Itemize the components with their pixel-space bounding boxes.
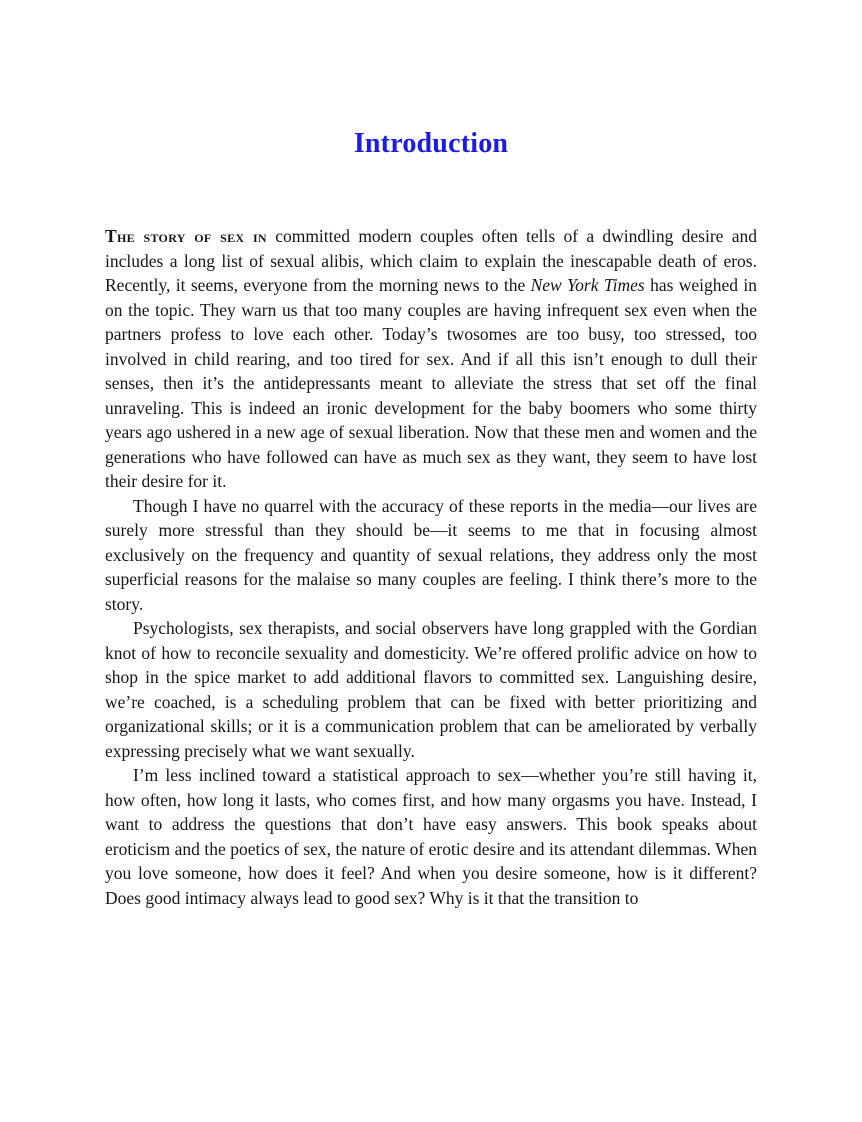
paragraph-3: Psychologists, sex therapists, and social observers have long grappled with the Gordian knot of how to reconcile sexuality and domesticity. We’re offered prolific advice on how to shop in the spice market to add additional flavors to committed sex. Languishing desire, we’re coached, is a scheduling problem that can be fixed with better prioritizing and organizational skills; or it is a communication problem that can be ameliorated by verbally expressing precisely what we want sexually. [105, 618, 757, 761]
chapter-title: Introduction [353, 128, 509, 159]
paragraph-1-text: committed modern couples often tells of a dwindling desire and includes a long list of sexual alibis, which claim to explain the inescapable death of eros. Recently, it seems, everyone from the morning news to the [105, 226, 757, 295]
lead-in-small-caps: The story of sex in [105, 226, 267, 246]
paragraph-4: I’m less inclined toward a statistical approach to sex—whether you’re still having it, how often, how long it lasts, who comes first, and how many orgasms you have. Instead, I want to address the questions that don’t have easy answers. This book speaks about eroticism and the poetics of sex, the nature of erotic desire and its attendant dilemmas. When you love someone, how does it feel? And when you desire someone, how is it different? Does good intimacy always lead to good sex? Why is it that the transition to [105, 765, 757, 908]
body-text [105, 224, 757, 910]
paragraph-1 [105, 224, 757, 494]
paragraph-2: Though I have no quarrel with the accuracy of these reports in the media—our lives are surely more stressful than they should be—it seems to me that in focusing almost exclusively on the frequency and quantity of sexual relations, they address only the most superficial reasons for the malaise so many couples are feeling. I think there’s more to the story. [105, 495, 757, 614]
paragraph-1-text-continued: has weighed in on the topic. They warn us that too many couples are having infrequent sex even when the partners profess to love each other. Today’s twosomes are too busy, too stressed, too involved in child rearing, and too tired for sex. And if all this isn’t enough to dull their senses, then it’s the antidepressants meant to alleviate the stress that set off the final unraveling. This is indeed an ironic development for the baby boomers who some thirty years ago ushered in a new age of sexual liberation. Now that these men and women and the generations who have followed can have as much sex as they want, they seem to have lost their desire for it. [105, 275, 757, 491]
publication-name-italic: New York Times [530, 275, 645, 295]
